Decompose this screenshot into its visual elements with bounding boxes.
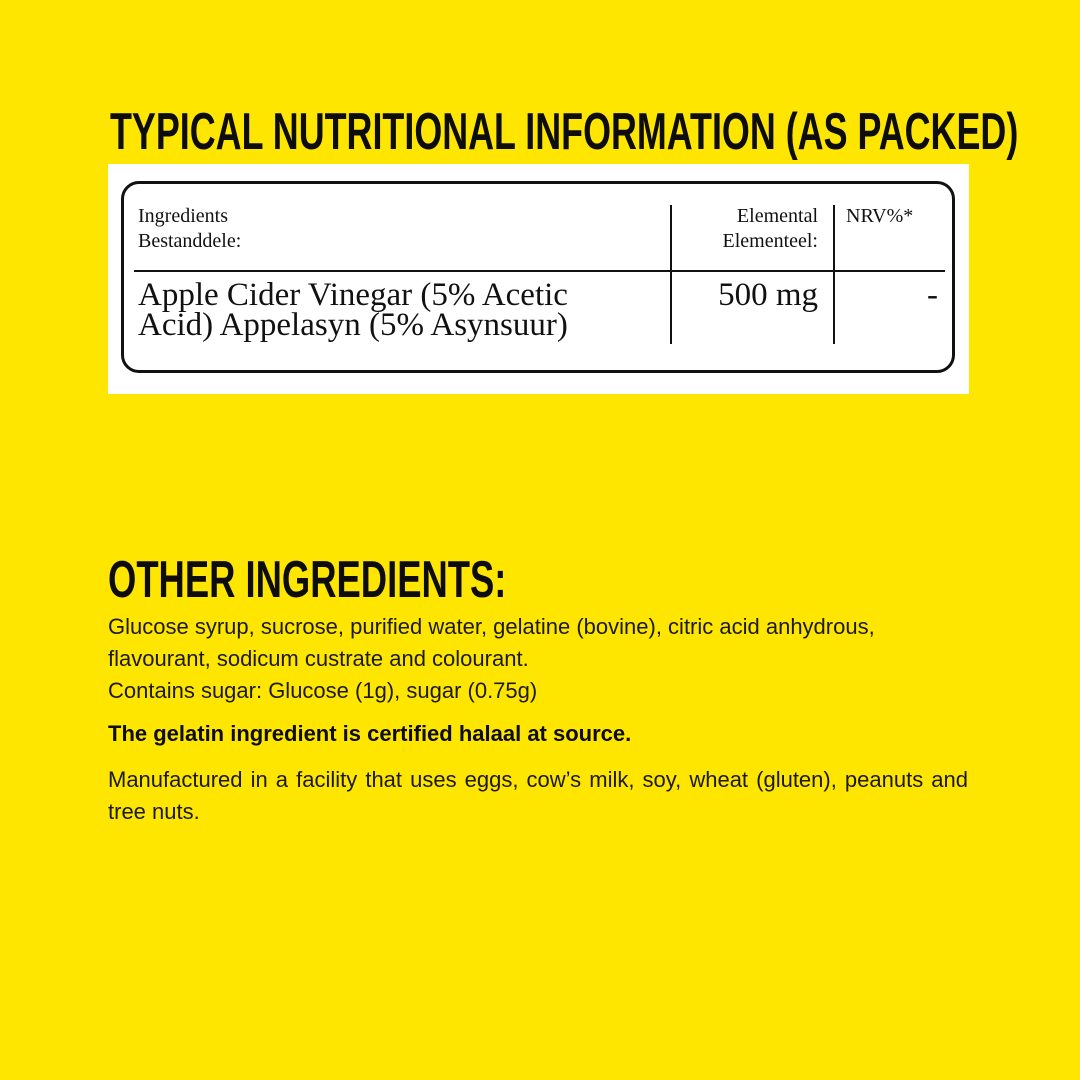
halaal-note: The gelatin ingredient is certified halaal at source. <box>108 721 632 746</box>
other-ingredients-line2: flavourant, sodicum custrate and colourant. <box>108 646 529 671</box>
allergen-note: Manufactured in a facility that uses eggs, cow’s milk, soy, wheat (gluten), peanuts and tree nuts. <box>108 767 968 824</box>
header-ingredients-af: Bestanddele: <box>138 230 242 252</box>
row-ingredient <box>138 277 568 343</box>
header-ingredients-en: Ingredients <box>138 205 228 227</box>
row-elemental: 500 mg <box>718 277 818 313</box>
column-divider <box>670 205 672 344</box>
other-ingredients-line1: Glucose syrup, sucrose, purified water, gelatine (bovine), citric acid anhydrous, <box>108 614 875 639</box>
other-ingredients-heading: OTHER INGREDIENTS: <box>108 551 507 609</box>
page-title: TYPICAL NUTRITIONAL INFORMATION (AS PACKED) <box>110 103 1019 161</box>
header-elemental <box>676 204 818 254</box>
sugar-content: Contains sugar: Glucose (1g), sugar (0.75g) <box>108 678 538 703</box>
header-ingredients <box>138 204 241 254</box>
header-elemental-en: Elemental <box>736 205 818 227</box>
header-elemental-af: Elementeel: <box>722 230 818 252</box>
header-divider <box>134 270 945 272</box>
row-ingredient-line1: Apple Cider Vinegar (5% Acetic <box>138 277 568 313</box>
nutrition-table <box>121 181 955 373</box>
header-nrv: NRV%* <box>846 205 914 227</box>
row-ingredient-line2: Acid) Appelasyn (5% Asynsuur) <box>138 307 568 343</box>
row-nrv: - <box>927 277 938 313</box>
column-divider <box>833 205 835 344</box>
nutrition-table-panel <box>108 164 969 394</box>
other-ingredients-list <box>108 611 968 707</box>
